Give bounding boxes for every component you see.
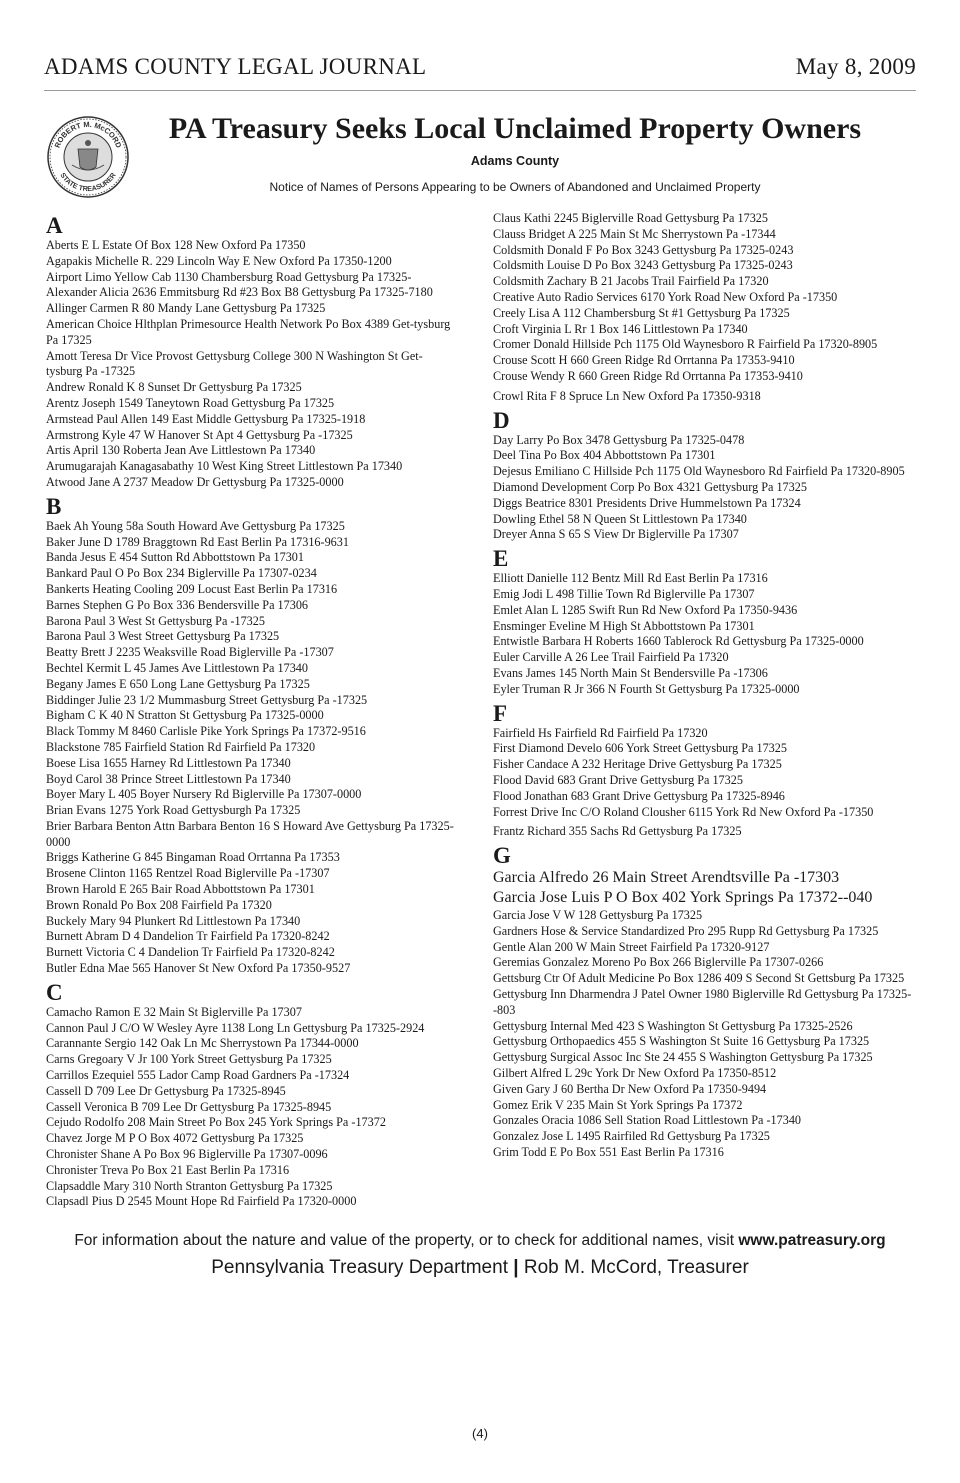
list-item: Cassell Veronica B 709 Lee Dr Gettysburg Pa 17325-8945 (46, 1099, 332, 1114)
masthead (44, 54, 916, 91)
list-item: Coldsmith Louise D Po Box 3243 Gettysburg Pa 17325-0243 (493, 258, 793, 273)
section-letter: F (493, 700, 508, 726)
section-letter: E (493, 546, 509, 572)
list-item: Croft Virginia L Rr 1 Box 146 Littlestown Pa 17340 (493, 321, 748, 336)
treasurer-name: Rob M. McCord, Treasurer (523, 1257, 749, 1278)
list-item: Boyer Mary L 405 Boyer Nursery Rd Biglerville Pa 17307-0000 (46, 787, 362, 802)
seal-top-text: ROBERT M. McCORD (52, 119, 124, 150)
list-item: Emlet Alan L 1285 Swift Run Rd New Oxford Pa 17350-9436 (493, 602, 798, 617)
list-item: Amott Teresa Dr Vice Provost Gettysburg College 300 N Washington St Get-tysburg Pa -17325 (46, 348, 423, 379)
journal-title: ADAMS COUNTY LEGAL JOURNAL (44, 54, 427, 79)
page-number: (4) (472, 1426, 488, 1441)
list-item: Arumugarajah Kanagasabathy 10 West King Street Littlestown Pa 17340 (46, 459, 403, 474)
list-item: Armstead Paul Allen 149 East Middle Gettysburg Pa 17325-1918 (46, 411, 366, 426)
list-item: Black Tommy M 8460 Carlisle Pike York Springs Pa 17372-9516 (46, 724, 366, 739)
notice-subtitle: Notice of Names of Persons Appearing to be Owners of Abandoned and Unclaimed Property (269, 180, 761, 194)
section-letter: C (46, 979, 63, 1005)
list-item: Creely Lisa A 112 Chambersburg St #1 Gettysburg Pa 17325 (493, 305, 790, 320)
list-item: Gentle Alan 200 W Main Street Fairfield Pa 17320-9127 (493, 939, 770, 954)
list-item: Gettsburg Ctr Of Adult Medicine Po Box 1286 409 S Second St Gettsburg Pa 17325 (493, 971, 905, 986)
list-item: Gonzales Oracia 1086 Sell Station Road Littlestown Pa -17340 (493, 1113, 802, 1128)
list-item: Entwistle Barbara H Roberts 1660 Tablerock Rd Gettysburg Pa 17325-0000 (493, 634, 864, 649)
list-item: Ensminger Eveline M High St Abbottstown Pa 17301 (493, 618, 755, 633)
footer-info (20, 1232, 940, 1250)
list-item: Brown Ronald Po Box 208 Fairfield Pa 17320 (46, 897, 272, 912)
list-item: Armstrong Kyle 47 W Hanover St Apt 4 Gettysburg Pa -17325 (46, 427, 353, 442)
list-item: Brian Evans 1275 York Road Gettysburgh Pa 17325 (46, 803, 301, 818)
list-item: First Diamond Develo 606 York Street Gettysburg Pa 17325 (493, 741, 787, 756)
list-item: Bigham C K 40 N Stratton St Gettysburg Pa 17325-0000 (46, 708, 324, 723)
list-item: Begany James E 650 Long Lane Gettysburg Pa 17325 (46, 676, 310, 691)
list-item: Emig Jodi L 498 Tillie Town Rd Biglerville Pa 17307 (493, 586, 755, 601)
list-item: Allinger Carmen R 80 Mandy Lane Gettysburg Pa 17325 (46, 301, 326, 316)
treasury-website-link[interactable]: www.patreasury.org (738, 1232, 886, 1249)
list-item: Arentz Joseph 1549 Taneytown Road Gettysburg Pa 17325 (46, 395, 335, 410)
list-item: Claus Kathi 2245 Biglerville Road Gettysburg Pa 17325 (493, 211, 768, 225)
list-item: Carns Gregoary V Jr 100 York Street Gettysburg Pa 17325 (46, 1052, 332, 1067)
list-item: Flood Jonathan 683 Grant Drive Gettysburg Pa 17325-8946 (493, 788, 785, 803)
list-item: Boyd Carol 38 Prince Street Littlestown Pa 17340 (46, 771, 291, 786)
list-item: Garcia Alfredo 26 Main Street Arendtsville Pa -17303 (493, 869, 840, 887)
list-item: Chronister Treva Po Box 21 East Berlin Pa 17316 (46, 1162, 290, 1177)
list-item: Gomez Erik V 235 Main St York Springs Pa 17372 (493, 1097, 743, 1112)
list-item: Baek Ah Young 58a South Howard Ave Gettysburg Pa 17325 (46, 518, 345, 533)
list-item: Barona Paul 3 West Street Gettysburg Pa 17325 (46, 629, 280, 644)
list-item: Fairfield Hs Fairfield Rd Fairfield Pa 17320 (493, 725, 708, 740)
list-item: Frantz Richard 355 Sachs Rd Gettysburg Pa 17325 (493, 824, 742, 839)
list-item: Day Larry Po Box 3478 Gettysburg Pa 17325-0478 (493, 432, 745, 447)
list-item: Brosene Clinton 1165 Rentzel Road Biglerville Pa -17307 (46, 866, 330, 881)
footer-department (20, 1257, 940, 1279)
list-item: Blackstone 785 Fairfield Station Rd Fairfield Pa 17320 (46, 739, 316, 754)
list-item: Eyler Truman R Jr 366 N Fourth St Gettysburg Pa 17325-0000 (493, 681, 800, 696)
list-item: Gilbert Alfred L 29c York Dr New Oxford Pa 17350-8512 (493, 1066, 777, 1081)
list-item: Gettysburg Inn Dharmendra J Patel Owner 1980 Biglerville Rd Gettysburg Pa 17325--803 (493, 987, 912, 1017)
list-item: Crowl Rita F 8 Spruce Ln New Oxford Pa 17350-9318 (493, 388, 761, 403)
list-item: Briggs Katherine G 845 Bingaman Road Orrtanna Pa 17353 (46, 850, 340, 865)
list-item: Diamond Development Corp Po Box 4321 Gettysburg Pa 17325 (493, 479, 807, 494)
list-item: Gettysburg Surgical Assoc Inc Ste 24 455 S Washington Gettysburg Pa 17325 (493, 1050, 873, 1065)
treasury-seal-icon (46, 115, 130, 199)
list-item: Elliott Danielle 112 Bentz Mill Rd East Berlin Pa 17316 (493, 571, 768, 586)
list-item: Burnett Victoria C 4 Dandelion Tr Fairfield Pa 17320-8242 (46, 945, 335, 960)
list-item: Bankerts Heating Cooling 209 Locust East Berlin Pa 17316 (46, 581, 338, 596)
list-item: Andrew Ronald K 8 Sunset Dr Gettysburg Pa 17325 (46, 380, 302, 395)
list-item: Crouse Wendy R 660 Green Ridge Rd Orrtanna Pa 17353-9410 (493, 368, 803, 383)
section-letter: A (46, 213, 63, 238)
list-item: Banda Jesus E 454 Sutton Rd Abbottstown Pa 17301 (46, 550, 304, 565)
list-item: Atwood Jane A 2737 Meadow Dr Gettysburg Pa 17325-0000 (46, 474, 344, 489)
section-letter: B (46, 493, 62, 519)
list-item: Given Gary J 60 Bertha Dr New Oxford Pa 17350-9494 (493, 1081, 767, 1096)
list-item: Euler Carville A 26 Lee Trail Fairfield Pa 17320 (493, 650, 729, 665)
list-item: Clauss Bridget A 225 Main St Mc Sherrystown Pa -17344 (493, 226, 776, 241)
list-item: Diggs Beatrice 8301 Presidents Drive Hummelstown Pa 17324 (493, 495, 801, 510)
list-item: Beatty Brett J 2235 Weaksville Road Biglerville Pa -17307 (46, 645, 334, 660)
list-item: Gettysburg Internal Med 423 S Washington St Gettysburg Pa 17325-2526 (493, 1018, 853, 1033)
right-column (493, 211, 918, 1161)
list-item: Butler Edna Mae 565 Hanover St New Oxford Pa 17350-9527 (46, 961, 351, 976)
list-item: Fisher Candace A 232 Heritage Drive Gettysburg Pa 17325 (493, 757, 782, 772)
list-item: Forrest Drive Inc C/O Roland Clousher 6115 York Rd New Oxford Pa -17350 (493, 804, 874, 819)
headline: PA Treasury Seeks Local Unclaimed Property Owners (168, 112, 862, 145)
list-item: Garcia Jose V W 128 Gettysburg Pa 17325 (493, 908, 703, 923)
list-item: Buckely Mary 94 Plunkert Rd Littlestown Pa 17340 (46, 913, 301, 928)
list-item: Barnes Stephen G Po Box 336 Bendersville Pa 17306 (46, 597, 309, 612)
list-item: Coldsmith Donald F Po Box 3243 Gettysburg Pa 17325-0243 (493, 242, 794, 257)
list-item: Cejudo Rodolfo 208 Main Street Po Box 245 York Springs Pa -17372 (46, 1115, 386, 1130)
list-item: Cromer Donald Hillside Pch 1175 Old Waynesboro R Fairfield Pa 17320-8905 (493, 337, 878, 352)
list-item: Bankard Paul O Po Box 234 Biglerville Pa 17307-0234 (46, 566, 317, 581)
list-item: Boese Lisa 1655 Harney Rd Littlestown Pa 17340 (46, 755, 291, 770)
list-item: Grim Todd E Po Box 551 East Berlin Pa 17316 (493, 1145, 724, 1160)
list-item: Gardners Hose & Service Standardized Pro 295 Rupp Rd Gettysburg Pa 17325 (493, 923, 879, 938)
list-item: Biddinger Julie 23 1/2 Mummasburg Street Gettysburg Pa -17325 (46, 692, 368, 707)
section-letter: D (493, 407, 510, 433)
list-item: Chronister Shane A Po Box 96 Biglerville Pa 17307-0096 (46, 1147, 328, 1162)
list-item: Alexander Alicia 2636 Emmitsburg Rd #23 Box B8 Gettysburg Pa 17325-7180 (46, 285, 433, 300)
seal-bottom-text: STATE TREASURER (58, 172, 118, 194)
list-item: Carannante Sergio 142 Oak Ln Mc Sherrystown Pa 17344-0000 (46, 1036, 359, 1051)
list-item: Geremias Gonzalez Moreno Po Box 266 Biglerville Pa 17307-0266 (493, 955, 824, 970)
list-item: Gonzalez Jose L 1495 Rairfiled Rd Gettysburg Pa 17325 (493, 1129, 770, 1144)
footer-separator: | (513, 1257, 519, 1278)
list-item: Clapsadl Pius D 2545 Mount Hope Rd Fairfield Pa 17320-0000 (46, 1194, 357, 1209)
list-item: Agapakis Michelle R. 229 Lincoln Way E New Oxford Pa 17350-1200 (46, 253, 392, 268)
list-item: Deel Tina Po Box 404 Abbottstown Pa 17301 (493, 448, 716, 463)
list-item: Gettysburg Orthopaedics 455 S Washington St Suite 16 Gettysburg Pa 17325 (493, 1034, 870, 1049)
list-item: Dowling Ethel 58 N Queen St Littlestown Pa 17340 (493, 511, 747, 526)
list-item: Flood David 683 Grant Drive Gettysburg Pa 17325 (493, 772, 743, 787)
list-item: Clapsaddle Mary 310 North Stranton Gettysburg Pa 17325 (46, 1178, 333, 1193)
list-item: Bechtel Kermit L 45 James Ave Littlestown Pa 17340 (46, 660, 308, 675)
list-item: Evans James 145 North Main St Bendersville Pa -17306 (493, 665, 768, 680)
list-item: American Choice Hlthplan Primesource Health Network Po Box 4389 Get-tysburg Pa 17325 (46, 316, 451, 347)
list-item: Carrillos Ezequiel 555 Lador Camp Road Gardners Pa -17324 (46, 1068, 350, 1083)
list-item: Crouse Scott H 660 Green Ridge Rd Orrtanna Pa 17353-9410 (493, 353, 795, 368)
list-item: Cassell D 709 Lee Dr Gettysburg Pa 17325-8945 (46, 1083, 286, 1098)
list-item: Burnett Abram D 4 Dandelion Tr Fairfield Pa 17320-8242 (46, 929, 330, 944)
left-column (46, 210, 456, 1210)
list-item: Dreyer Anna S 65 S View Dr Biglerville Pa 17307 (493, 527, 739, 542)
list-item: Chavez Jorge M P O Box 4072 Gettysburg Pa 17325 (46, 1131, 304, 1146)
list-item: Aberts E L Estate Of Box 128 New Oxford Pa 17350 (46, 238, 306, 252)
footer-info-text: For information about the nature and value of the property, or to check for additional names, visit (74, 1232, 739, 1249)
list-item: Garcia Jose Luis P O Box 402 York Springs Pa 17372--040 (493, 889, 873, 907)
list-item: Brown Harold E 265 Bair Road Abbottstown Pa 17301 (46, 882, 315, 897)
list-item: Dejesus Emiliano C Hillside Pch 1175 Old Waynesboro Rd Fairfield Pa 17320-8905 (493, 464, 905, 479)
department-name: Pennsylvania Treasury Department (211, 1257, 508, 1278)
list-item: Artis April 130 Roberta Jean Ave Littlestown Pa 17340 (46, 443, 316, 458)
list-item: Baker June D 1789 Braggtown Rd East Berlin Pa 17316-9631 (46, 534, 349, 549)
list-item: Creative Auto Radio Services 6170 York Road New Oxford Pa -17350 (493, 289, 838, 304)
section-letter: G (493, 843, 511, 869)
list-item: Camacho Ramon E 32 Main St Biglerville Pa 17307 (46, 1004, 302, 1019)
list-item: Cannon Paul J C/O W Wesley Ayre 1138 Long Ln Gettysburg Pa 17325-2924 (46, 1020, 425, 1035)
county-label: Adams County (470, 154, 560, 168)
list-item: Barona Paul 3 West St Gettysburg Pa -17325 (46, 613, 265, 628)
list-item: Brier Barbara Benton Attn Barbara Benton 16 S Howard Ave Gettysburg Pa 17325-0000 (46, 818, 454, 849)
list-item: Coldsmith Zachary B 21 Jacobs Trail Fairfield Pa 17320 (493, 274, 769, 289)
issue-date: May 8, 2009 (795, 54, 916, 79)
list-item: Airport Limo Yellow Cab 1130 Chambersburg Road Gettysburg Pa 17325- (46, 269, 412, 284)
